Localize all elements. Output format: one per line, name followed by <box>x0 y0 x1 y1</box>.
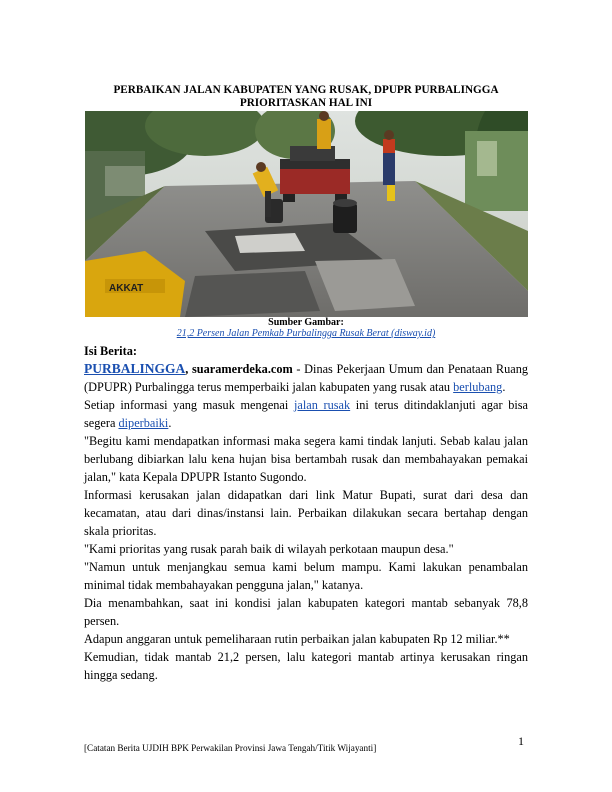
image-source-link[interactable]: 21,2 Persen Jalan Pemkab Purbalingga Rusak Berat (disway.id) <box>176 328 436 339</box>
place-link[interactable]: PURBALINGGA <box>84 361 186 376</box>
paragraph-8: Adapun anggaran untuk pemeliharaan rutin perbaikan jalan kabupaten Rp 12 miliar.** <box>84 632 510 646</box>
paragraph-2 <box>84 396 528 432</box>
page-number: 1 <box>518 734 524 748</box>
news-source: suaramerdeka.com <box>192 362 293 376</box>
roller-brand-text: AKKAT <box>109 283 144 294</box>
paragraph-5: "Kami prioritas yang rusak parah baik di wilayah perkotaan maupun desa." <box>84 542 454 556</box>
paragraph-1 <box>84 360 528 396</box>
jalan-rusak-link[interactable]: jalan rusak <box>293 398 351 412</box>
paragraph-2-text-b: ini terus ditindaklanjuti agar bisa segera <box>84 398 529 430</box>
paragraph-4: Informasi kerusakan jalan didapatkan dari link Matur Bupati, surat dari desa dan kecamatan, atau dari dinas/instansi lain. Perbaikan dilakukan secara bertahap dengan skala prioritas. <box>84 488 528 538</box>
diperbaiki-link[interactable]: diperbaiki <box>118 416 169 430</box>
berlubang-link[interactable]: berlubang <box>453 380 503 394</box>
paragraph-2-end: . <box>168 416 172 430</box>
paragraph-1-end: . <box>502 380 506 394</box>
document-title: PERBAIKAN JALAN KABUPATEN YANG RUSAK, DPUPR PURBALINGGA PRIORITASKAN HAL INI <box>113 84 499 109</box>
paragraph-9: Kemudian, tidak mantab 21,2 persen, lalu kategori mantab artinya kerusakan ringan hingga sedang. <box>84 650 528 682</box>
paragraph-2-text-a: Setiap informasi yang masuk mengenai <box>84 398 294 412</box>
paragraph-1-text: - Dinas Pekerjaan Umum dan Penataan Ruang (DPUPR) Purbalingga terus memperbaiki jalan kabupaten yang rusak atau <box>84 362 528 394</box>
footer-note: [Catatan Berita UJDIH BPK Perwakilan Provinsi Jawa Tengah/Titik Wijayanti] <box>84 743 377 753</box>
paragraph-6: "Namun untuk menjangkau semua kami belum mampu. Kami lakukan penambalan minimal tidak membahayakan pengguna jalan," katanya. <box>84 560 528 592</box>
paragraph-7: Dia menambahkan, saat ini kondisi jalan kabupaten kategori mantab sebanyak 78,8 persen. <box>84 596 528 628</box>
section-heading: Isi Berita: <box>84 344 137 358</box>
paragraph-3: "Begitu kami mendapatkan informasi maka segera kami tindak lanjuti. Sebab kalau jalan berlubang dibiarkan lalu kena hujan bisa bertambah rusak dan membahayakan pemakai jalan," kata Kepala DPUPR Istanto Sugondo. <box>84 434 528 484</box>
image-source-label: Sumber Gambar: <box>268 317 344 328</box>
place-comma: , <box>185 362 189 376</box>
article-body <box>84 342 528 684</box>
road-repair-photo <box>85 111 528 317</box>
